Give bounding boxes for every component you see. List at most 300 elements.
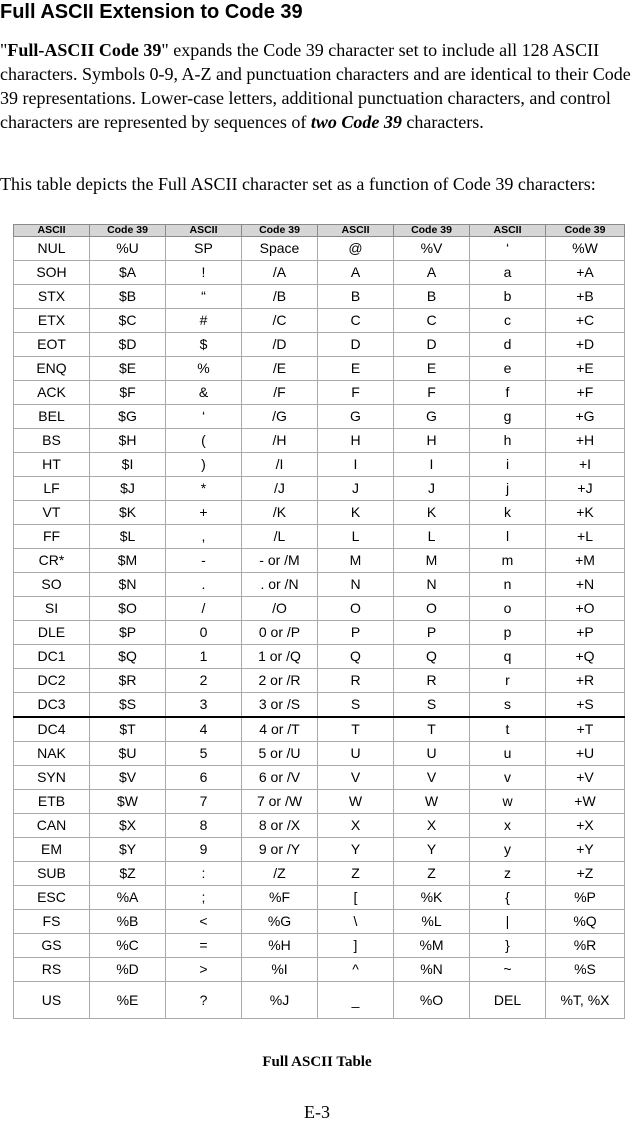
table-cell: %U [90,237,166,261]
table-cell: { [470,886,546,910]
table-cell: 9 or /Y [242,838,318,862]
table-cell: %L [394,910,470,934]
table-cell: +Z [546,862,625,886]
table-cell: , [166,525,242,549]
table-row [14,766,625,790]
table-cell: DC4 [14,717,90,742]
table-cell: y [470,838,546,862]
table-cell: 7 or /W [242,790,318,814]
table-cell: ? [166,982,242,1019]
table-cell: $L [90,525,166,549]
table-cell: $H [90,429,166,453]
table-cell: ETB [14,790,90,814]
table-cell: +T [546,717,625,742]
table-cell: 6 or /V [242,766,318,790]
table-cell: T [318,717,394,742]
table-cell: ETX [14,309,90,333]
table-cell: DC3 [14,693,90,718]
table-cell: 2 or /R [242,669,318,693]
table-cell: %P [546,886,625,910]
table-cell: ^ [318,958,394,982]
table-row [14,645,625,669]
table-cell: VT [14,501,90,525]
table-cell: STX [14,285,90,309]
table-row [14,669,625,693]
table-cell: z [470,862,546,886]
table-cell: DEL [470,982,546,1019]
table-cell: I [318,453,394,477]
table-cell: B [394,285,470,309]
table-cell: - [166,549,242,573]
table-cell: Y [318,838,394,862]
table-cell: 9 [166,838,242,862]
table-cell: %I [242,958,318,982]
table-cell: /A [242,261,318,285]
table-cell: ! [166,261,242,285]
table-cell: $T [90,717,166,742]
table-cell: C [318,309,394,333]
table-cell: FS [14,910,90,934]
table-cell: %D [90,958,166,982]
table-cell: ‘ [166,405,242,429]
table-cell: SO [14,573,90,597]
header-row [14,225,625,237]
table-cell: /J [242,477,318,501]
table-cell: w [470,790,546,814]
table-cell: +G [546,405,625,429]
table-cell: EOT [14,333,90,357]
table-cell: 6 [166,766,242,790]
table-cell: +U [546,742,625,766]
table-cell: R [394,669,470,693]
table-cell: DLE [14,621,90,645]
table-cell: Q [318,645,394,669]
table-cell: A [394,261,470,285]
table-cell: M [318,549,394,573]
table-cell: 4 or /T [242,717,318,742]
table-cell: p [470,621,546,645]
table-cell: D [394,333,470,357]
table-cell: $W [90,790,166,814]
table-cell: 2 [166,669,242,693]
table-cell: 5 or /U [242,742,318,766]
column-header: ASCII [470,225,546,237]
table-cell: %G [242,910,318,934]
table-cell: J [394,477,470,501]
table-cell: % [166,357,242,381]
table-cell: m [470,549,546,573]
table-cell: /G [242,405,318,429]
table-cell: /Z [242,862,318,886]
table-cell: [ [318,886,394,910]
table-cell: N [394,573,470,597]
table-cell: %N [394,958,470,982]
column-header: Code 39 [90,225,166,237]
table-cell: $U [90,742,166,766]
table-row [14,982,625,1019]
table-row [14,237,625,261]
table-caption: Full ASCII Table [262,1054,372,1070]
table-cell: +P [546,621,625,645]
table-cell: %O [394,982,470,1019]
table-cell: B [318,285,394,309]
table-row [14,958,625,982]
column-header: Code 39 [242,225,318,237]
table-cell: +Y [546,838,625,862]
table-cell: s [470,693,546,718]
table-cell: LF [14,477,90,501]
table-cell: +K [546,501,625,525]
table-cell: SUB [14,862,90,886]
table-cell: $B [90,285,166,309]
table-cell: $C [90,309,166,333]
table-cell: BEL [14,405,90,429]
table-cell: W [318,790,394,814]
table-row [14,501,625,525]
table-cell: %Q [546,910,625,934]
table-cell: M [394,549,470,573]
table-row [14,790,625,814]
table-cell: +A [546,261,625,285]
table-cell: +J [546,477,625,501]
table-cell: u [470,742,546,766]
table-cell: G [318,405,394,429]
table-cell: %V [394,237,470,261]
table-cell: * [166,477,242,501]
table-cell: +W [546,790,625,814]
table-cell: = [166,934,242,958]
table-cell: Y [394,838,470,862]
table-description: This table depicts the Full ASCII character set as a function of Code 39 characters: [0,174,596,194]
table-cell: @ [318,237,394,261]
table-cell: 1 [166,645,242,669]
table-cell: /H [242,429,318,453]
table-cell: Space [242,237,318,261]
table-cell: $P [90,621,166,645]
table-cell: S [394,693,470,718]
table-cell: %K [394,886,470,910]
page-number: E-3 [304,1102,330,1122]
intro-bold-term: Full-ASCII Code 39 [7,40,162,60]
table-cell: “ [166,285,242,309]
table-cell: %C [90,934,166,958]
table-cell: $N [90,573,166,597]
table-row [14,477,625,501]
table-cell: $Y [90,838,166,862]
table-cell: ESC [14,886,90,910]
table-cell: +E [546,357,625,381]
table-cell: O [318,597,394,621]
table-cell: L [318,525,394,549]
table-cell: %R [546,934,625,958]
table-cell: +L [546,525,625,549]
table-cell: +S [546,693,625,718]
table-cell: 3 or /S [242,693,318,718]
table-cell: l [470,525,546,549]
table-cell: DC1 [14,645,90,669]
table-cell: h [470,429,546,453]
intro-text-1: " expands the Code 39 character set to include all 128 ASCII characters. Symbols 0-9, A-Z and punctuation characters and are identical to their Code 39 representations. Lower-case letters, additional punctuation characters, and control characters are represented by sequences of [0,40,631,132]
table-cell: SYN [14,766,90,790]
table-cell: g [470,405,546,429]
table-cell: %E [90,982,166,1019]
table-cell: K [318,501,394,525]
table-cell: R [318,669,394,693]
table-cell: / [166,597,242,621]
table-cell: +D [546,333,625,357]
intro-text-2: characters. [401,112,484,132]
table-cell: } [470,934,546,958]
table-cell: j [470,477,546,501]
table-cell: %A [90,886,166,910]
table-cell: V [394,766,470,790]
table-cell: $F [90,381,166,405]
table-cell: CR* [14,549,90,573]
table-cell: GS [14,934,90,958]
table-cell: 3 [166,693,242,718]
table-row [14,285,625,309]
table-row [14,261,625,285]
table-cell: /D [242,333,318,357]
table-cell: ENQ [14,357,90,381]
column-header: ASCII [318,225,394,237]
table-cell: x [470,814,546,838]
table-cell: < [166,910,242,934]
table-cell: ACK [14,381,90,405]
table-cell: $I [90,453,166,477]
table-cell: E [394,357,470,381]
table-cell: U [318,742,394,766]
table-cell: $Z [90,862,166,886]
table-cell: o [470,597,546,621]
column-header: Code 39 [394,225,470,237]
table-cell: +N [546,573,625,597]
table-cell: ~ [470,958,546,982]
table-cell: RS [14,958,90,982]
table-cell: $V [90,766,166,790]
table-cell: a [470,261,546,285]
table-cell: A [318,261,394,285]
intro-emphasis: two Code 39 [310,112,402,132]
table-cell: CAN [14,814,90,838]
table-cell: SI [14,597,90,621]
table-row [14,333,625,357]
table-cell: +C [546,309,625,333]
table-cell: $M [90,549,166,573]
table-cell: n [470,573,546,597]
table-cell: & [166,381,242,405]
table-row [14,934,625,958]
table-cell: Z [394,862,470,886]
table-cell: %T, %X [546,982,625,1019]
table-cell: 0 [166,621,242,645]
ascii-table [13,224,625,1019]
table-cell: S [318,693,394,718]
table-cell: K [394,501,470,525]
table-cell: . or /N [242,573,318,597]
table-cell: /E [242,357,318,381]
table-cell: ‘ [470,237,546,261]
table-cell: I [394,453,470,477]
table-cell: i [470,453,546,477]
table-cell: V [318,766,394,790]
table-cell: + [166,501,242,525]
table-cell: E [318,357,394,381]
table-cell: r [470,669,546,693]
table-cell: +X [546,814,625,838]
table-cell: F [394,381,470,405]
table-cell: ] [318,934,394,958]
table-cell: US [14,982,90,1019]
table-cell: # [166,309,242,333]
table-cell: T [394,717,470,742]
table-cell: /F [242,381,318,405]
table-cell: BS [14,429,90,453]
ascii-table-body [14,237,625,1019]
table-cell: e [470,357,546,381]
table-cell: /O [242,597,318,621]
table-row [14,525,625,549]
intro-paragraph [0,38,634,134]
table-cell: X [394,814,470,838]
table-cell: 4 [166,717,242,742]
table-row [14,910,625,934]
table-cell: +R [546,669,625,693]
table-cell: $J [90,477,166,501]
table-cell: NAK [14,742,90,766]
table-row [14,886,625,910]
table-cell: 8 [166,814,242,838]
page-heading: Full ASCII Extension to Code 39 [0,1,303,23]
table-cell: $S [90,693,166,718]
table-cell: +F [546,381,625,405]
table-cell: b [470,285,546,309]
table-cell: W [394,790,470,814]
table-row [14,405,625,429]
table-cell: %M [394,934,470,958]
table-cell: N [318,573,394,597]
table-cell: +V [546,766,625,790]
table-cell: f [470,381,546,405]
table-row [14,549,625,573]
table-cell: P [318,621,394,645]
table-cell: \ [318,910,394,934]
table-cell: +M [546,549,625,573]
table-cell: $ [166,333,242,357]
table-cell: J [318,477,394,501]
table-row [14,573,625,597]
table-cell: 5 [166,742,242,766]
column-header: Code 39 [546,225,625,237]
table-cell: c [470,309,546,333]
table-cell: SOH [14,261,90,285]
table-row [14,621,625,645]
table-cell: G [394,405,470,429]
table-cell: HT [14,453,90,477]
table-cell: DC2 [14,669,90,693]
table-cell: $O [90,597,166,621]
table-cell: 7 [166,790,242,814]
table-cell: %H [242,934,318,958]
table-cell: P [394,621,470,645]
table-cell: $X [90,814,166,838]
table-cell: F [318,381,394,405]
table-cell: Z [318,862,394,886]
table-cell: Q [394,645,470,669]
column-header: ASCII [14,225,90,237]
table-cell: D [318,333,394,357]
table-row [14,742,625,766]
table-cell: +B [546,285,625,309]
table-cell: X [318,814,394,838]
table-cell: /I [242,453,318,477]
table-cell: $Q [90,645,166,669]
table-row [14,717,625,742]
table-cell: +Q [546,645,625,669]
table-cell: +O [546,597,625,621]
table-cell: ; [166,886,242,910]
table-cell: k [470,501,546,525]
table-cell: O [394,597,470,621]
table-cell: C [394,309,470,333]
table-cell: U [394,742,470,766]
table-row [14,453,625,477]
table-cell: %W [546,237,625,261]
ascii-table-header [14,225,625,237]
table-cell: %S [546,958,625,982]
table-cell: NUL [14,237,90,261]
table-row [14,814,625,838]
table-cell: $A [90,261,166,285]
table-cell: $G [90,405,166,429]
table-cell: 0 or /P [242,621,318,645]
table-cell: q [470,645,546,669]
table-cell: +I [546,453,625,477]
table-row [14,357,625,381]
table-cell: 8 or /X [242,814,318,838]
table-cell: %B [90,910,166,934]
table-cell: ( [166,429,242,453]
table-cell: . [166,573,242,597]
table-cell: $E [90,357,166,381]
table-cell: - or /M [242,549,318,573]
table-cell: > [166,958,242,982]
table-row [14,429,625,453]
table-row [14,693,625,718]
table-cell: %F [242,886,318,910]
table-cell: $R [90,669,166,693]
table-cell: SP [166,237,242,261]
table-row [14,838,625,862]
table-cell: /C [242,309,318,333]
table-cell: H [394,429,470,453]
table-cell: d [470,333,546,357]
table-cell: L [394,525,470,549]
table-cell: _ [318,982,394,1019]
table-cell: /B [242,285,318,309]
table-cell: $D [90,333,166,357]
table-cell: t [470,717,546,742]
table-row [14,597,625,621]
table-cell: +H [546,429,625,453]
table-cell: $K [90,501,166,525]
column-header: ASCII [166,225,242,237]
table-cell: | [470,910,546,934]
table-cell: ) [166,453,242,477]
table-cell: EM [14,838,90,862]
table-row [14,309,625,333]
table-cell: H [318,429,394,453]
